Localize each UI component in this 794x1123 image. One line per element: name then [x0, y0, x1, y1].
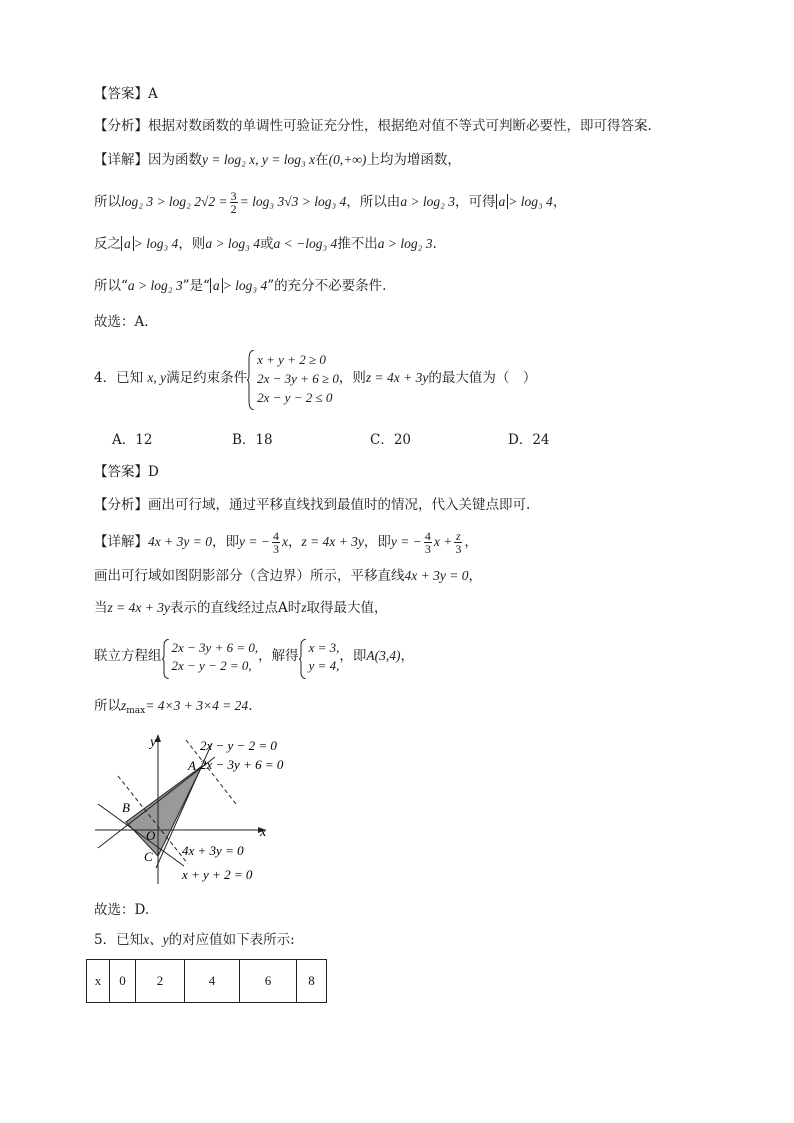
q4-detail-line-4 — [94, 636, 414, 676]
detail-text: ， — [400, 648, 415, 664]
question-number: 5．已知 — [94, 932, 144, 948]
fraction-denominator: 3 — [424, 542, 431, 556]
math: > log₃ 4 — [133, 236, 179, 251]
stem-text: 的最大值为（ ） — [428, 370, 537, 386]
detail-text: 在 — [315, 152, 329, 168]
fraction — [424, 530, 432, 555]
detail-text: 上均为增函数， — [366, 152, 461, 168]
math: 4x + 3y = 0 — [148, 534, 212, 549]
analysis-tag: 【分析】 — [94, 118, 148, 134]
choice-text: 故选：D. — [94, 902, 150, 918]
math: a > log₂ 3 — [400, 194, 455, 209]
analysis-text: 根据对数函数的单调性可验证充分性，根据绝对值不等式可判断必要性，即可得答案. — [148, 118, 652, 134]
math: (0,+∞) — [328, 152, 367, 167]
option-c: C．20 — [370, 432, 412, 448]
table-cell: x — [87, 960, 110, 1003]
fraction-denominator: 3 — [272, 542, 279, 556]
math: x, y — [147, 370, 167, 385]
q3-detail-line-3 — [94, 234, 437, 254]
q4-detail-line-2 — [94, 566, 482, 586]
table-cell: 0 — [110, 960, 136, 1003]
math: a > log₂ 3 — [377, 236, 433, 251]
detail-text: 画出可行域如图阴影部分（含边界）所示，平移直线 — [94, 568, 405, 584]
math: z = 4x + 3y — [301, 534, 364, 549]
abs-value: a — [121, 236, 134, 251]
answer-value: D — [148, 464, 159, 480]
option-b: B．18 — [232, 432, 273, 448]
math: z — [121, 698, 127, 713]
detail-text: 取得最大值， — [306, 600, 388, 616]
answer-tag: 【答案】 — [94, 464, 148, 480]
detail-text: ， — [468, 568, 482, 584]
q4-answer-line — [94, 462, 159, 482]
detail-text: ， — [552, 194, 567, 210]
math: a > log₂ 3 — [127, 278, 183, 293]
stem-text: ，则 — [338, 370, 366, 386]
detail-text: 联立方程组 — [94, 648, 162, 664]
q3-detail-line-4 — [94, 276, 386, 296]
line-label-4: x + y + 2 = 0 — [182, 867, 253, 882]
detail-text: ，解得 — [258, 648, 299, 664]
equation: y = 4, — [308, 657, 340, 673]
q3-answer-line — [94, 84, 158, 104]
detail-text: ”是“ — [182, 278, 210, 294]
detail-text: 或 — [260, 236, 274, 252]
detail-text: ，可得 — [455, 194, 496, 210]
constraint-system — [247, 350, 339, 407]
table-row — [87, 960, 327, 1003]
table-cell: 8 — [297, 960, 327, 1003]
xy-value-table — [86, 959, 327, 1003]
brace-icon — [299, 639, 307, 679]
detail-text: 推不出 — [337, 236, 378, 252]
constraint: x + y + 2 ≥ 0 — [257, 352, 326, 367]
detail-text: ， — [464, 534, 478, 550]
answer-tag: 【答案】 — [94, 86, 148, 102]
q3-choice — [94, 312, 149, 332]
answer-value: A — [148, 86, 158, 102]
brace-icon — [162, 639, 170, 679]
fraction-numerator: 4 — [424, 529, 431, 543]
math: = 4×3 + 3×4 = 24 — [145, 698, 249, 713]
line-label-1: 2x − y − 2 = 0 — [200, 738, 277, 753]
equation: 2x − y − 2 = 0, — [171, 657, 252, 673]
math: 4x + 3y = 0 — [404, 568, 469, 583]
math: a > log₃ 4 — [205, 236, 260, 251]
q4-analysis-line — [94, 495, 530, 515]
math: y = − — [238, 534, 270, 549]
table-cell: 4 — [185, 960, 240, 1003]
constraint: 2x − 3y + 6 ≥ 0 — [257, 371, 339, 386]
fraction-numerator: 3 — [230, 189, 237, 203]
q5-stem — [94, 930, 295, 950]
math: = log₃ 3√3 > log₃ 4 — [239, 194, 347, 209]
point-c-label: C — [144, 849, 153, 864]
q4-stem — [94, 346, 536, 410]
math: x、y — [143, 932, 169, 947]
detail-text: 因为函数 — [148, 152, 202, 168]
feasible-region-figure — [90, 730, 310, 890]
line-label-3: 4x + 3y = 0 — [182, 843, 244, 858]
detail-text: ， — [287, 534, 302, 550]
fraction — [454, 530, 462, 555]
math: x + — [433, 534, 453, 549]
fraction-denominator: 3 — [455, 542, 462, 556]
equation: 2x − 3y + 6 = 0, — [171, 639, 259, 655]
table-cell: 2 — [136, 960, 185, 1003]
detail-text: ，则 — [178, 236, 206, 252]
fraction-numerator: 4 — [272, 529, 279, 543]
q3-detail-line-2 — [94, 190, 566, 215]
math: z = 4x + 3y — [365, 370, 429, 385]
math: A(3,4) — [366, 648, 401, 663]
detail-tag: 【详解】 — [94, 534, 148, 550]
detail-text: . — [432, 236, 437, 252]
math: log₂ 3 > log₂ 2√2 = — [121, 194, 228, 209]
math: > log₃ 4 — [508, 194, 553, 209]
q3-detail-line-1 — [94, 150, 461, 170]
math: > log₃ 4 — [222, 278, 268, 293]
stem-text: 的对应值如下表所示: — [168, 932, 295, 948]
q3-analysis-line — [94, 116, 652, 136]
detail-text: 反之 — [94, 236, 121, 252]
equation: x = 3, — [308, 639, 340, 655]
math: z = 4x + 3y — [107, 600, 170, 615]
math: z — [301, 600, 307, 615]
detail-text: 所以 — [94, 194, 121, 210]
detail-text: ”的充分不必要条件. — [267, 278, 387, 294]
fraction-numerator: z — [456, 529, 461, 543]
line-label-2: 2x − 3y + 6 = 0 — [200, 757, 284, 772]
abs-value: a — [496, 194, 509, 209]
detail-tag: 【详解】 — [94, 152, 148, 168]
constraint: 2x − y − 2 ≤ 0 — [257, 390, 333, 405]
math: y = − — [390, 534, 422, 549]
detail-text: ，即 — [211, 534, 239, 550]
question-number: 4．已知 — [94, 370, 144, 386]
fraction — [230, 190, 238, 215]
stem-text: 满足约束条件 — [166, 370, 248, 386]
q4-detail-line-3 — [94, 598, 387, 618]
detail-text: . — [248, 698, 253, 714]
equation-system — [162, 639, 259, 675]
fraction-denominator: 2 — [230, 202, 237, 216]
math: y = log₂ x, y = log₃ x — [202, 152, 316, 167]
q4-choice — [94, 900, 149, 920]
math: x — [281, 534, 288, 549]
detail-text: ，即 — [339, 648, 367, 664]
analysis-text: 画出可行域，通过平移直线找到最值时的情况，代入关键点即可. — [148, 497, 531, 513]
brace-icon — [247, 350, 255, 410]
analysis-tag: 【分析】 — [94, 497, 148, 513]
solution-system — [299, 639, 340, 675]
detail-text: 所以“ — [94, 278, 128, 294]
option-a: A．12 — [112, 432, 153, 448]
q4-options — [112, 428, 672, 448]
origin-label: O — [146, 828, 156, 843]
option-d: D．24 — [508, 432, 550, 448]
detail-text: 表示的直线经过点A时 — [169, 600, 302, 616]
x-axis-label: x — [260, 825, 267, 840]
detail-text: ，所以由 — [346, 194, 401, 210]
point-a-label: A — [188, 758, 196, 773]
table-cell: 6 — [240, 960, 297, 1003]
abs-value: a — [210, 278, 223, 293]
choice-text: 故选：A. — [94, 314, 149, 330]
fraction — [272, 530, 280, 555]
q4-detail-line-5 — [94, 696, 252, 721]
q4-detail-line-1 — [94, 528, 478, 556]
subscript: max — [126, 706, 146, 716]
point-b-label: B — [122, 800, 130, 815]
detail-text: ，即 — [363, 534, 391, 550]
y-axis-label: y — [150, 735, 157, 750]
detail-text: 所以 — [94, 698, 121, 714]
detail-text: 当 — [94, 600, 108, 616]
math: a < −log₃ 4 — [273, 236, 338, 251]
